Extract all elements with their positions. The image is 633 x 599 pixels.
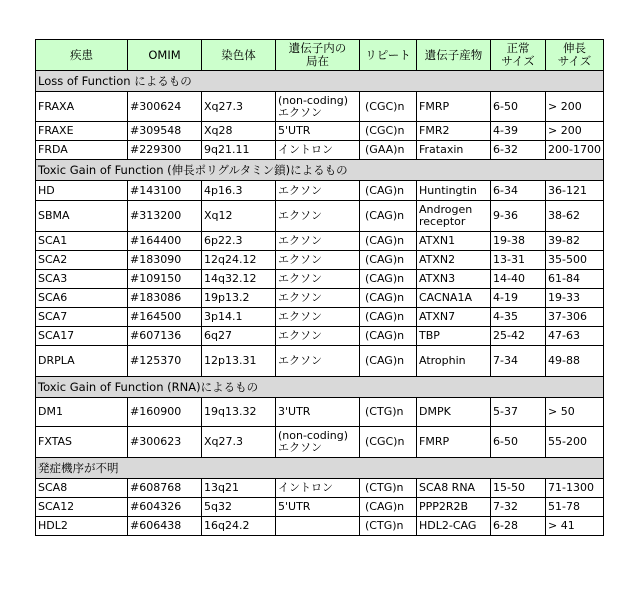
- section-row: [36, 377, 604, 398]
- table-row: [36, 141, 604, 160]
- column-header: リピート: [360, 40, 417, 71]
- disease-cell: FXTAS: [36, 427, 128, 458]
- section-row: [36, 71, 604, 92]
- chromosome-cell: 19p13.2: [202, 289, 276, 308]
- column-header: 染色体: [202, 40, 276, 71]
- repeat-cell: (CAG)n: [360, 346, 417, 377]
- table-row: [36, 498, 604, 517]
- column-header: 正常 サイズ: [491, 40, 546, 71]
- table-row: [36, 308, 604, 327]
- table-row: [36, 201, 604, 232]
- product-cell: FMRP: [417, 92, 491, 122]
- disease-cell: SCA12: [36, 498, 128, 517]
- disease-cell: DRPLA: [36, 346, 128, 377]
- expanded-size-cell: 38-62: [546, 201, 604, 232]
- omim-cell: #606438: [128, 517, 202, 536]
- repeat-cell: (CTG)n: [360, 517, 417, 536]
- section-row: [36, 160, 604, 181]
- column-header: OMIM: [128, 40, 202, 71]
- location-cell: エクソン: [276, 327, 360, 346]
- disease-cell: SCA1: [36, 232, 128, 251]
- normal-size-cell: 6-28: [491, 517, 546, 536]
- location-cell: エクソン: [276, 308, 360, 327]
- expanded-size-cell: 39-82: [546, 232, 604, 251]
- normal-size-cell: 7-34: [491, 346, 546, 377]
- disease-cell: DM1: [36, 398, 128, 427]
- column-header: 伸長 サイズ: [546, 40, 604, 71]
- location-cell: 5'UTR: [276, 122, 360, 141]
- normal-size-cell: 25-42: [491, 327, 546, 346]
- disease-cell: HD: [36, 181, 128, 201]
- normal-size-cell: 7-32: [491, 498, 546, 517]
- chromosome-cell: 14q32.12: [202, 270, 276, 289]
- chromosome-cell: 3p14.1: [202, 308, 276, 327]
- expanded-size-cell: > 41: [546, 517, 604, 536]
- normal-size-cell: 15-50: [491, 479, 546, 498]
- expanded-size-cell: 200-1700: [546, 141, 604, 160]
- table-row: [36, 232, 604, 251]
- omim-cell: #608768: [128, 479, 202, 498]
- repeat-cell: (CAG)n: [360, 327, 417, 346]
- omim-cell: #160900: [128, 398, 202, 427]
- table-row: [36, 122, 604, 141]
- repeat-cell: (CGC)n: [360, 122, 417, 141]
- chromosome-cell: 12q24.12: [202, 251, 276, 270]
- repeat-cell: (CAG)n: [360, 232, 417, 251]
- product-cell: FMRP: [417, 427, 491, 458]
- omim-cell: #183090: [128, 251, 202, 270]
- location-cell: (non-coding) エクソン: [276, 92, 360, 122]
- table-row: [36, 517, 604, 536]
- table-body: [36, 40, 604, 536]
- table-row: [36, 346, 604, 377]
- normal-size-cell: 5-37: [491, 398, 546, 427]
- normal-size-cell: 6-50: [491, 427, 546, 458]
- omim-cell: #109150: [128, 270, 202, 289]
- table-row: [36, 289, 604, 308]
- product-cell: Atrophin: [417, 346, 491, 377]
- disease-cell: HDL2: [36, 517, 128, 536]
- product-cell: ATXN7: [417, 308, 491, 327]
- repeat-cell: (CAG)n: [360, 201, 417, 232]
- expanded-size-cell: 37-306: [546, 308, 604, 327]
- table-row: [36, 92, 604, 122]
- repeat-cell: (CTG)n: [360, 479, 417, 498]
- omim-cell: #164500: [128, 308, 202, 327]
- repeat-cell: (CAG)n: [360, 181, 417, 201]
- table-row: [36, 398, 604, 427]
- normal-size-cell: 4-35: [491, 308, 546, 327]
- disease-cell: SCA2: [36, 251, 128, 270]
- normal-size-cell: 6-50: [491, 92, 546, 122]
- section-title: Toxic Gain of Function (伸長ポリグルタミン鎖)によるもの: [36, 160, 604, 181]
- omim-cell: #164400: [128, 232, 202, 251]
- column-header: 疾患: [36, 40, 128, 71]
- column-header: 遺伝子産物: [417, 40, 491, 71]
- section-row: [36, 458, 604, 479]
- disease-cell: SCA8: [36, 479, 128, 498]
- product-cell: PPP2R2B: [417, 498, 491, 517]
- location-cell: エクソン: [276, 201, 360, 232]
- omim-cell: #143100: [128, 181, 202, 201]
- chromosome-cell: Xq12: [202, 201, 276, 232]
- expanded-size-cell: 19-33: [546, 289, 604, 308]
- chromosome-cell: 12p13.31: [202, 346, 276, 377]
- chromosome-cell: 9q21.11: [202, 141, 276, 160]
- repeat-cell: (CAG)n: [360, 308, 417, 327]
- omim-cell: #604326: [128, 498, 202, 517]
- location-cell: (non-coding) エクソン: [276, 427, 360, 458]
- disease-cell: FRDA: [36, 141, 128, 160]
- location-cell: 5'UTR: [276, 498, 360, 517]
- chromosome-cell: 19q13.32: [202, 398, 276, 427]
- expanded-size-cell: 49-88: [546, 346, 604, 377]
- expanded-size-cell: 55-200: [546, 427, 604, 458]
- location-cell: イントロン: [276, 479, 360, 498]
- chromosome-cell: Xq28: [202, 122, 276, 141]
- omim-cell: #183086: [128, 289, 202, 308]
- omim-cell: #229300: [128, 141, 202, 160]
- normal-size-cell: 14-40: [491, 270, 546, 289]
- table-row: [36, 270, 604, 289]
- header-row: [36, 40, 604, 71]
- repeat-cell: (CAG)n: [360, 498, 417, 517]
- repeat-cell: (CAG)n: [360, 270, 417, 289]
- product-cell: Androgen receptor: [417, 201, 491, 232]
- omim-cell: #300623: [128, 427, 202, 458]
- product-cell: SCA8 RNA: [417, 479, 491, 498]
- chromosome-cell: 13q21: [202, 479, 276, 498]
- product-cell: CACNA1A: [417, 289, 491, 308]
- location-cell: エクソン: [276, 270, 360, 289]
- expanded-size-cell: 36-121: [546, 181, 604, 201]
- repeat-cell: (CAG)n: [360, 289, 417, 308]
- normal-size-cell: 6-34: [491, 181, 546, 201]
- normal-size-cell: 4-19: [491, 289, 546, 308]
- omim-cell: #125370: [128, 346, 202, 377]
- expanded-size-cell: 61-84: [546, 270, 604, 289]
- table-row: [36, 181, 604, 201]
- repeat-cell: (CGC)n: [360, 92, 417, 122]
- expanded-size-cell: > 200: [546, 122, 604, 141]
- repeat-cell: (CTG)n: [360, 398, 417, 427]
- product-cell: ATXN2: [417, 251, 491, 270]
- section-title: Toxic Gain of Function (RNA)によるもの: [36, 377, 604, 398]
- product-cell: FMR2: [417, 122, 491, 141]
- expanded-size-cell: > 200: [546, 92, 604, 122]
- expanded-size-cell: 71-1300: [546, 479, 604, 498]
- table-row: [36, 479, 604, 498]
- product-cell: ATXN3: [417, 270, 491, 289]
- normal-size-cell: 9-36: [491, 201, 546, 232]
- section-title: Loss of Function によるもの: [36, 71, 604, 92]
- expanded-size-cell: 35-500: [546, 251, 604, 270]
- disease-cell: SCA3: [36, 270, 128, 289]
- location-cell: エクソン: [276, 346, 360, 377]
- normal-size-cell: 6-32: [491, 141, 546, 160]
- expanded-size-cell: 51-78: [546, 498, 604, 517]
- normal-size-cell: 4-39: [491, 122, 546, 141]
- product-cell: ATXN1: [417, 232, 491, 251]
- chromosome-cell: 5q32: [202, 498, 276, 517]
- disease-cell: FRAXE: [36, 122, 128, 141]
- chromosome-cell: Xq27.3: [202, 92, 276, 122]
- location-cell: エクソン: [276, 289, 360, 308]
- normal-size-cell: 13-31: [491, 251, 546, 270]
- table-row: [36, 327, 604, 346]
- repeat-disease-table: [35, 39, 604, 536]
- disease-cell: SBMA: [36, 201, 128, 232]
- disease-cell: SCA7: [36, 308, 128, 327]
- product-cell: TBP: [417, 327, 491, 346]
- expanded-size-cell: 47-63: [546, 327, 604, 346]
- chromosome-cell: Xq27.3: [202, 427, 276, 458]
- location-cell: 3'UTR: [276, 398, 360, 427]
- location-cell: イントロン: [276, 141, 360, 160]
- location-cell: エクソン: [276, 232, 360, 251]
- section-title: 発症機序が不明: [36, 458, 604, 479]
- product-cell: Frataxin: [417, 141, 491, 160]
- normal-size-cell: 19-38: [491, 232, 546, 251]
- repeat-cell: (GAA)n: [360, 141, 417, 160]
- omim-cell: #313200: [128, 201, 202, 232]
- omim-cell: #309548: [128, 122, 202, 141]
- chromosome-cell: 4p16.3: [202, 181, 276, 201]
- repeat-cell: (CGC)n: [360, 427, 417, 458]
- column-header: 遺伝子内の 局在: [276, 40, 360, 71]
- disease-cell: SCA17: [36, 327, 128, 346]
- product-cell: DMPK: [417, 398, 491, 427]
- disease-cell: FRAXA: [36, 92, 128, 122]
- table-row: [36, 251, 604, 270]
- location-cell: [276, 517, 360, 536]
- product-cell: Huntingtin: [417, 181, 491, 201]
- chromosome-cell: 16q24.2: [202, 517, 276, 536]
- omim-cell: #607136: [128, 327, 202, 346]
- expanded-size-cell: > 50: [546, 398, 604, 427]
- disease-cell: SCA6: [36, 289, 128, 308]
- repeat-cell: (CAG)n: [360, 251, 417, 270]
- location-cell: エクソン: [276, 181, 360, 201]
- product-cell: HDL2-CAG: [417, 517, 491, 536]
- location-cell: エクソン: [276, 251, 360, 270]
- table-row: [36, 427, 604, 458]
- chromosome-cell: 6q27: [202, 327, 276, 346]
- omim-cell: #300624: [128, 92, 202, 122]
- chromosome-cell: 6p22.3: [202, 232, 276, 251]
